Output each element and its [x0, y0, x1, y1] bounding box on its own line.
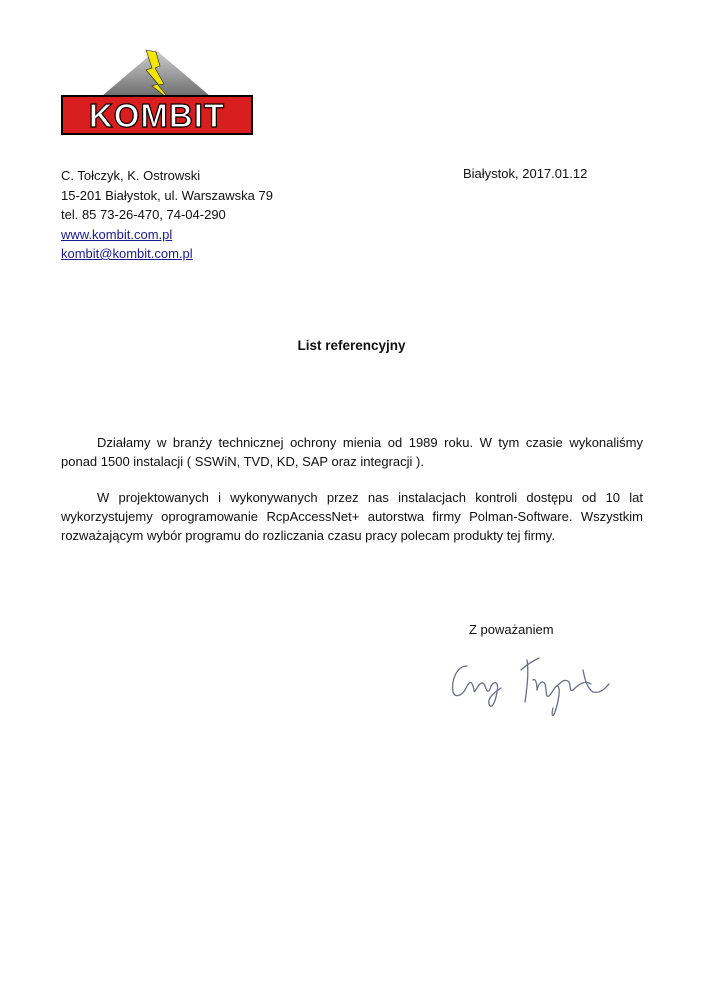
- closing-salutation: Z poważaniem: [469, 622, 554, 637]
- body-paragraph-2: W projektowanych i wykonywanych przez nas instalacjach kontroli dostępu od 10 lat wykorzystujemy oprogramowanie RcpAccessNet+ autorstwa firmy Polman-Software. Wszystkim rozważającym wybór programu do rozliczania czasu pracy polecam produkty tej firmy.: [61, 490, 643, 543]
- sender-names: C. Tołczyk, K. Ostrowski: [61, 168, 201, 183]
- logo-wordmark: KOMBIT: [88, 97, 226, 134]
- sender-address: 15-201 Białystok, ul. Warszawska 79: [61, 187, 273, 203]
- body-paragraph-1: Działamy w branży technicznej ochrony mienia od 1989 roku. W tym czasie wykonaliśmy ponad 1500 instalacji ( SSWiN, TVD, KD, SAP oraz integracji ).: [61, 435, 643, 469]
- handwritten-signature: [445, 640, 620, 730]
- website-link[interactable]: www.kombit.com.pl: [61, 226, 173, 242]
- kombit-logo: [60, 48, 255, 138]
- sender-phone: tel. 85 73-26-470, 74-04-290: [61, 207, 226, 222]
- letter-date: Białystok, 2017.01.12: [463, 166, 588, 181]
- sender-block: [61, 166, 273, 264]
- letter-title: List referencyjny: [297, 338, 406, 353]
- email-link[interactable]: kombit@kombit.com.pl: [61, 246, 193, 261]
